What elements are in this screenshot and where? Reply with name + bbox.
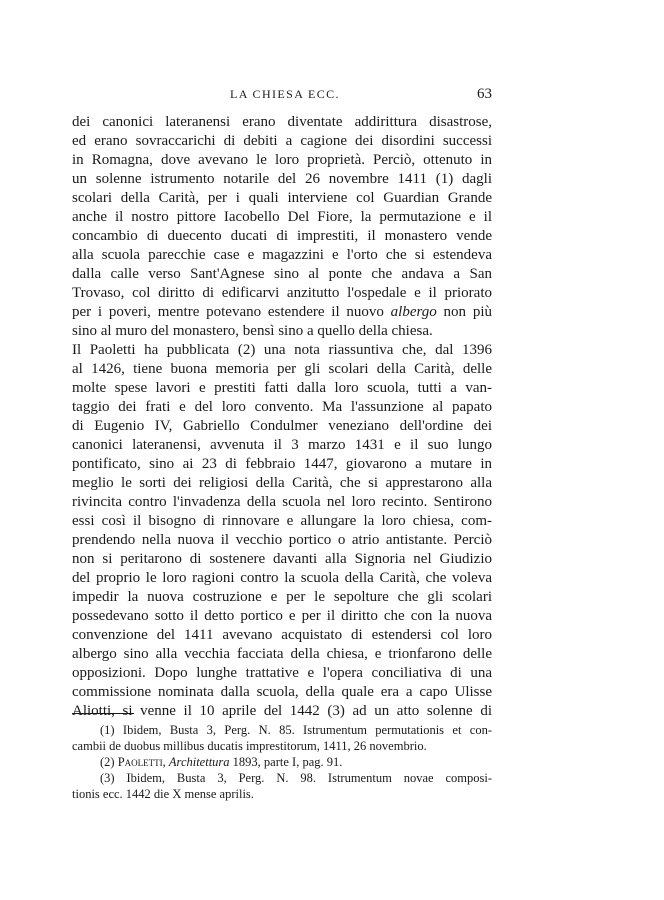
text-line: meglio le sorti dei religiosi della Carità, che si apprestarono alla: [72, 475, 492, 491]
footnote-work-title: Architettura: [168, 755, 230, 769]
text-line: alla scuola parecchie case e magazzini e l'orto che si estendeva: [72, 247, 492, 263]
footnote-1-cont: cambii de duobus millibus ducatis imprestitorum, 1411, 26 novembrio.: [72, 739, 427, 753]
footnote-1: (1) Ibidem, Busta 3, Perg. N. 85. Istrumentum permutationis et con-: [100, 723, 492, 737]
text-line: pontificato, sino ai 23 di febbraio 1447, giovarono a mutare in: [72, 456, 492, 472]
running-title: LA CHIESA ECC.: [230, 87, 340, 101]
text-line: Trovaso, col diritto di edificarvi anzitutto l'ospedale e il priorato: [72, 285, 492, 301]
text-line: taggio dei frati e del loro convento. Ma l'assunzione al papato: [72, 399, 492, 415]
text-line: anche il nostro pittore Iacobello Del Fiore, la permutazione e il: [72, 209, 492, 225]
text-line: convenzione del 1411 avevano acquistato di estendersi col loro: [72, 627, 492, 643]
text-line: canonici lateranensi, avvenuta il 3 marzo 1431 e il suo lungo: [72, 437, 492, 453]
text-line: Il Paoletti ha pubblicata (2) una nota riassuntiva che, dal 1396: [72, 342, 492, 358]
text-line: commissione nominata dalla scuola, della quale era a capo Ulisse: [72, 684, 492, 700]
footnote-3: (3) Ibidem, Busta 3, Perg. N. 98. Istrumentum novae composi-: [100, 771, 492, 785]
text-line: dei canonici lateranensi erano diventate addirittura disastrose,: [72, 114, 492, 130]
text-line: un solenne istrumento notarile del 26 novembre 1411 (1) dagli: [72, 171, 492, 187]
paragraph-end-line: sino al muro del monastero, bensì sino a quello della chiesa.: [72, 323, 433, 339]
running-head: [72, 84, 492, 104]
footnote-author: Paoletti: [117, 755, 163, 769]
italic-word: albergo: [390, 304, 437, 320]
text-line-with-italic: [72, 303, 492, 322]
footnote-rule: [72, 713, 134, 714]
text-segment: per i poveri, mentre potevano estendere il nuovo: [72, 304, 391, 320]
footnotes: [72, 722, 492, 802]
footnote-separator: ,: [162, 755, 169, 769]
text-line: prendendo nella nuova il vecchio portico o atrio antistante. Perciò: [72, 532, 492, 548]
text-line: di Eugenio IV, Gabriello Condulmer veneziano dell'ordine dei: [72, 418, 492, 434]
footnote-number: (2): [100, 755, 118, 769]
text-line: impedir la nuova costruzione e per le sepolture che gli scolari: [72, 589, 492, 605]
page-number: 63: [477, 86, 492, 102]
footnote-reference: 1893, parte I, pag. 91.: [229, 755, 343, 769]
text-line: scolari della Carità, per i quali interviene col Guardian Grande: [72, 190, 492, 206]
text-line: essi così il bisogno di rinnovare e allungare la loro chiesa, com-: [72, 513, 492, 529]
footnote-3-cont: tionis ecc. 1442 die X mense aprilis.: [72, 787, 254, 801]
text-line: al 1426, tiene buona memoria per gli scolari della Carità, delle: [72, 361, 492, 377]
text-line: concambio di duecento ducati di imprestiti, il monastero vende: [72, 228, 492, 244]
footnote-2: [72, 754, 492, 770]
text-line: in Romagna, dove avevano le loro proprietà. Perciò, ottenuto in: [72, 152, 492, 168]
text-line: rivincita contro l'invadenza della scuola nel loro recinto. Sentirono: [72, 494, 492, 510]
text-line: dalla calle verso Sant'Agnese sino al ponte che andava a San: [72, 266, 492, 282]
text-line: albergo sino alla vecchia facciata della chiesa, e trionfarono delle: [72, 646, 492, 662]
text-line: opposizioni. Dopo lunghe trattative e l'opera conciliativa di una: [72, 665, 492, 681]
text-line: molte spese lavori e prestiti fatti dalla loro scuola, tutti a van-: [72, 380, 492, 396]
text-line: non si peritarono di sostenere davanti alla Signoria nel Giudizio: [72, 551, 492, 567]
text-line: del proprio le loro ragioni contro la scuola della Carità, che voleva: [72, 570, 492, 586]
text-line: ed erano sovraccarichi di debiti a cagione dei disordini successi: [72, 133, 492, 149]
text-segment: non più: [436, 304, 492, 320]
text-line: possedevano sotto il detto portico e per il diritto che con la nuova: [72, 608, 492, 624]
text-line: Aliotti, si venne il 10 aprile del 1442 (3) ad un atto solenne di: [72, 703, 492, 719]
body-text: [72, 113, 492, 721]
